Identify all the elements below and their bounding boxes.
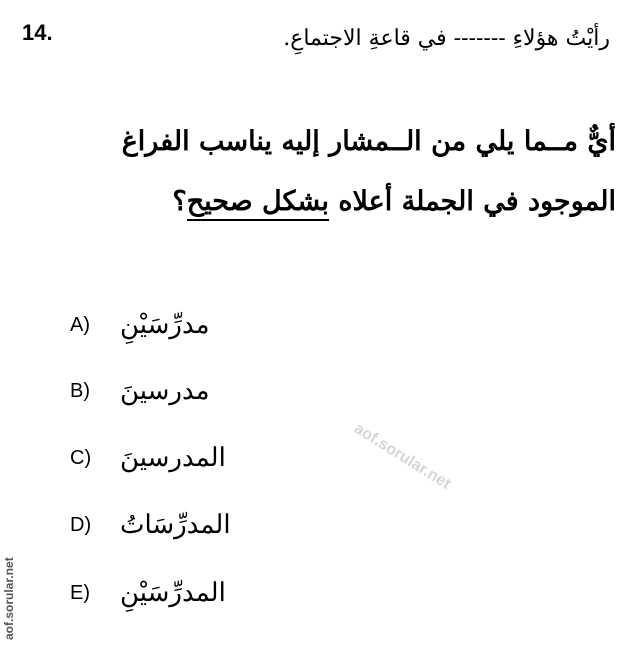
option-a[interactable] [70, 310, 210, 360]
option-d-text: المدرِّسَاتُ [120, 510, 231, 540]
question-prompt-line-1: أيٌّ مــما يلي من الــمشار إليه يناسب الفراغ [121, 126, 616, 157]
question-prompt [16, 112, 616, 232]
center-watermark: aof.sorular.net [350, 420, 454, 493]
question-number: 14. [22, 20, 53, 45]
option-e[interactable] [70, 578, 226, 628]
option-e-label: E) [70, 581, 90, 604]
option-b[interactable] [70, 376, 210, 426]
option-e-text: المدرِّسَيْنِ [120, 578, 226, 608]
question-prompt-line-2-end: ؟ [172, 186, 187, 217]
option-c[interactable] [70, 443, 226, 493]
question-prompt-line-2-start: الموجود في الجملة أعلاه [328, 186, 616, 217]
option-d-label: D) [70, 513, 92, 536]
question-prompt-line-2 [16, 172, 616, 232]
question-prompt-underlined: بشكل صحيح [187, 186, 329, 221]
option-d[interactable] [70, 510, 231, 560]
option-b-text: مدرسينَ [120, 376, 210, 406]
option-a-label: A) [70, 313, 90, 336]
option-c-label: C) [70, 446, 92, 469]
option-a-text: مدرِّسَيْنِ [120, 310, 210, 340]
option-c-text: المدرسينَ [120, 443, 226, 473]
side-watermark: aof.sorular.net [2, 557, 16, 640]
question-sentence: رأيْتُ هؤلاءِ ------- في قاعةِ الاجتماعِ. [283, 26, 610, 51]
option-b-label: B) [70, 379, 90, 402]
